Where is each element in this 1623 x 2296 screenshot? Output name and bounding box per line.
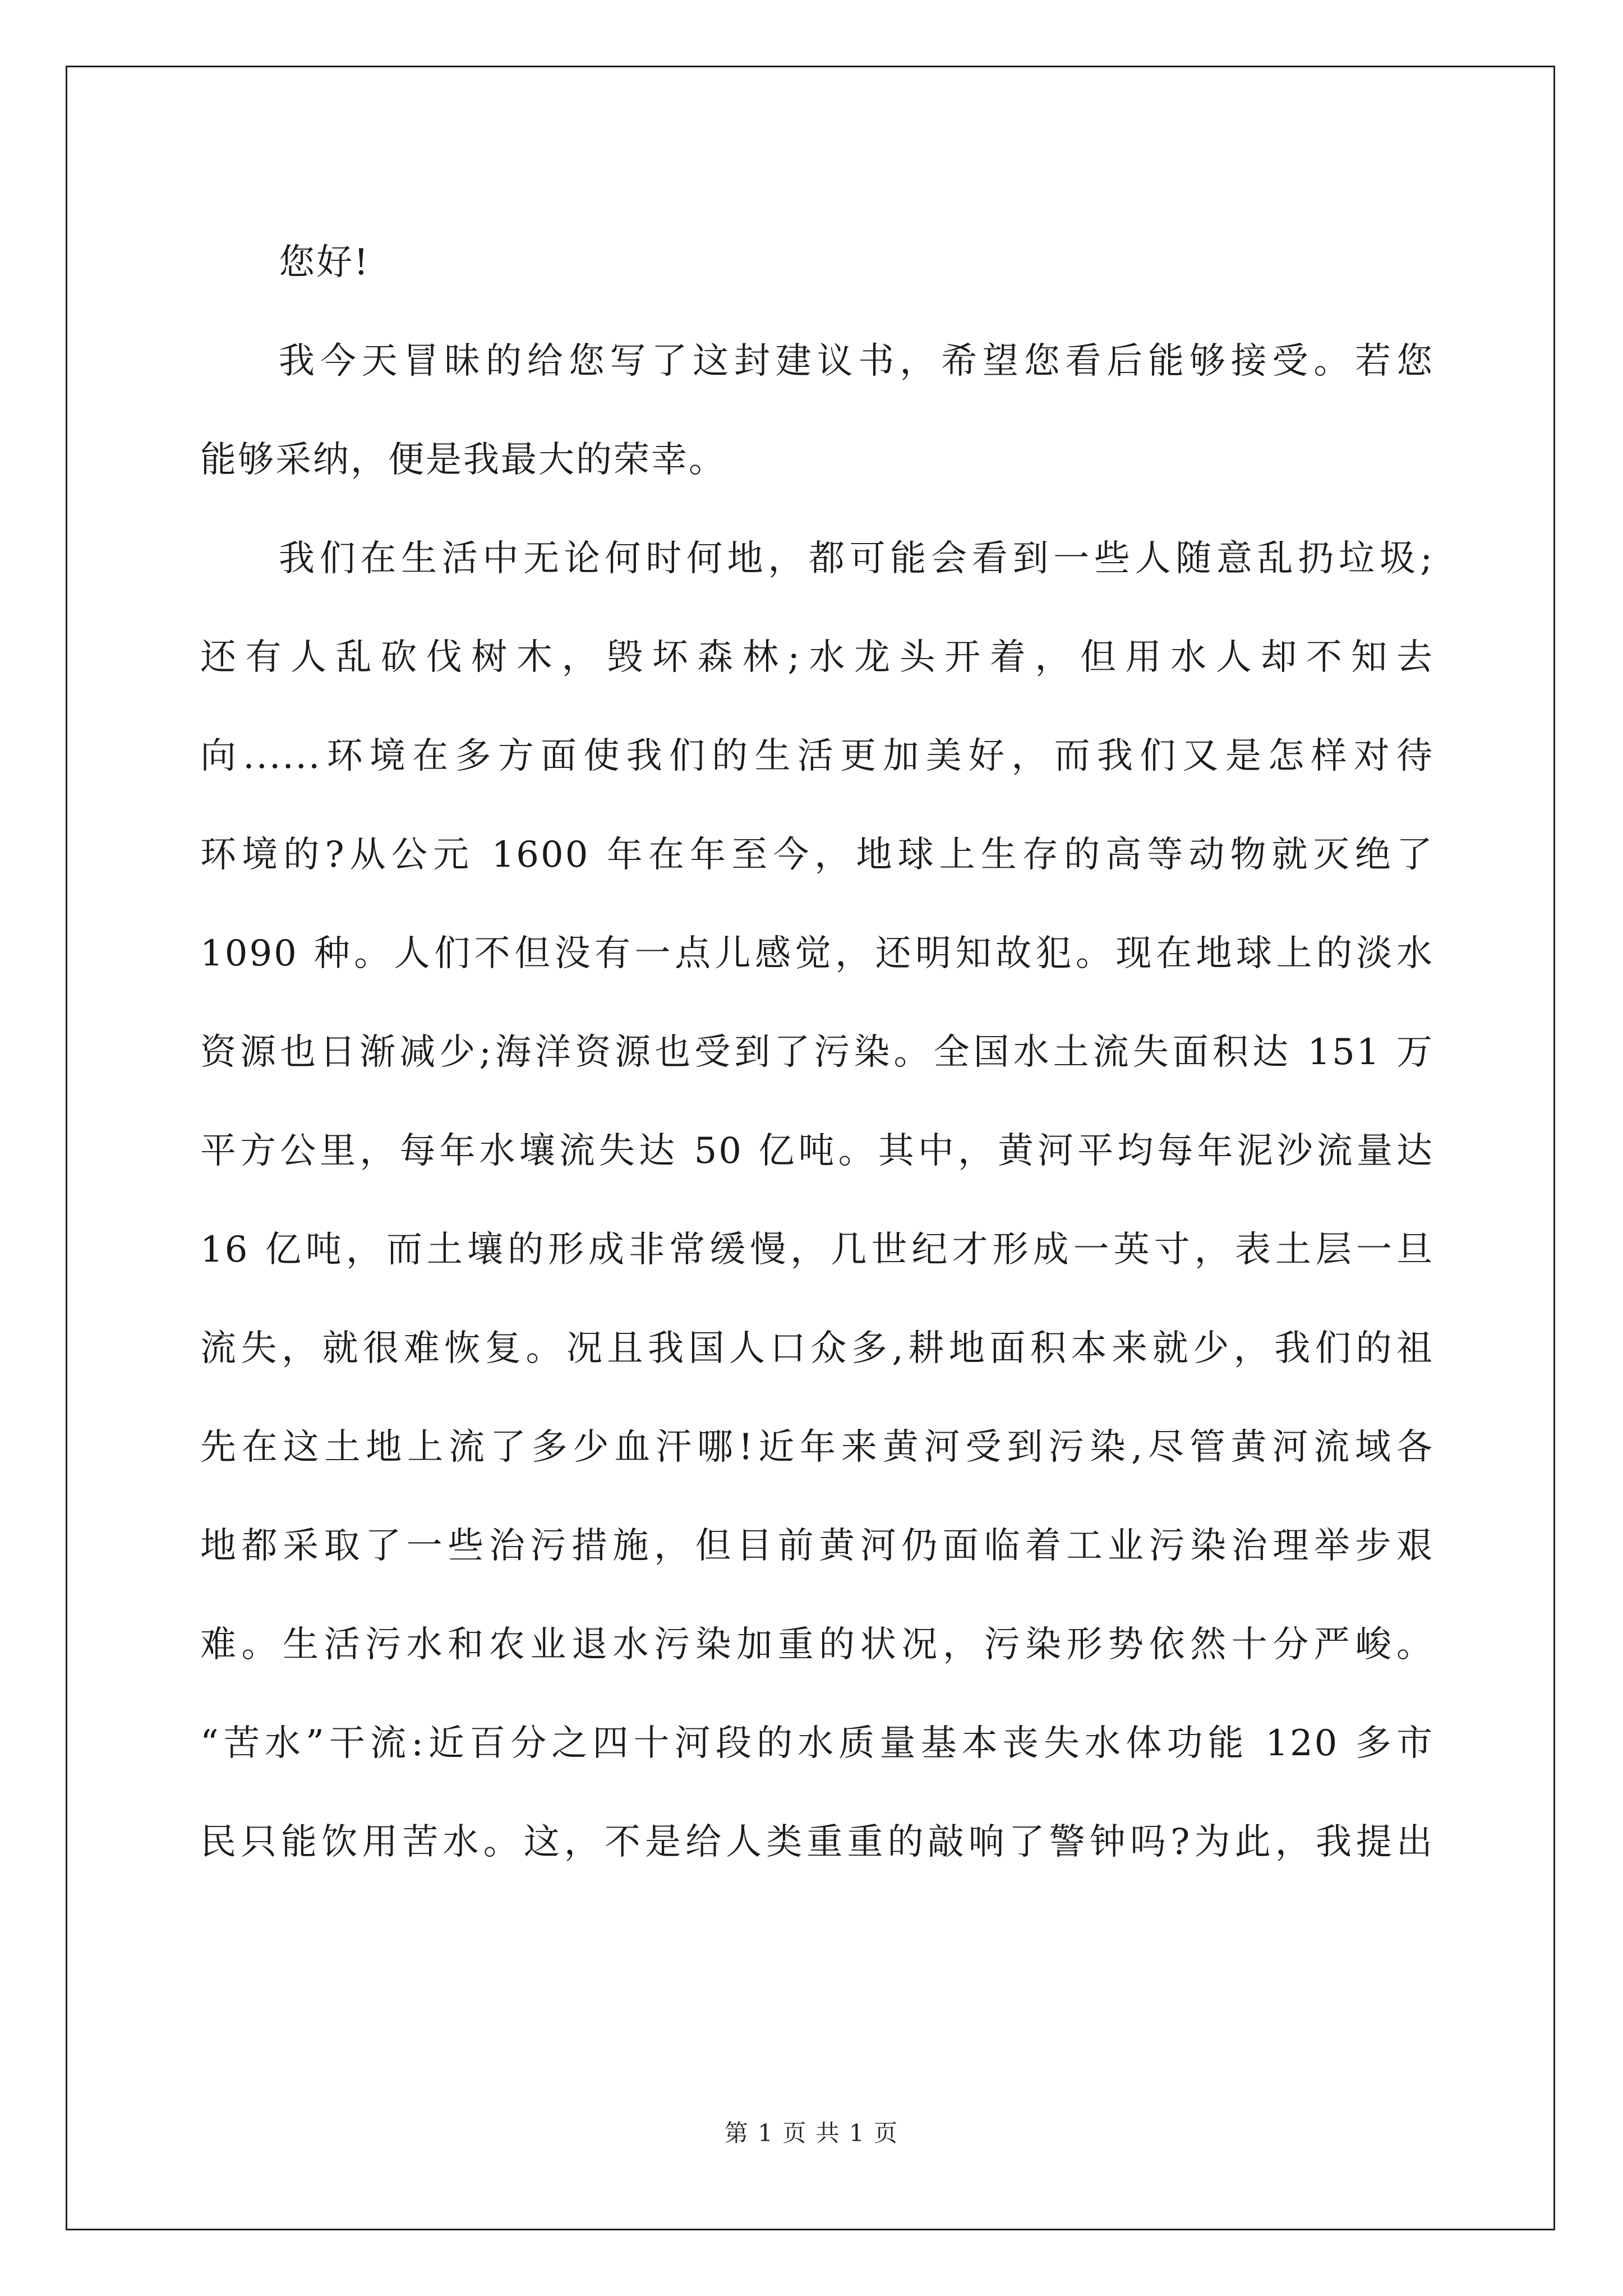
paragraph-lines [200, 312, 1434, 1892]
document-body [200, 213, 1434, 1892]
text-line: 民只能饮用苦水。这，不是给人类重重的敲响了警钟吗?为此，我提出 [200, 1821, 1434, 1863]
text-line: 16 亿吨，而土壤的形成非常缓慢，几世纪才形成一英寸，表土层一旦 [200, 1229, 1434, 1271]
text-line: 我们在生活中无论何时何地，都可能会看到一些人随意乱扔垃圾; [279, 538, 1434, 579]
text-line: 平方公里，每年水壤流失达 50 亿吨。其中，黄河平均每年泥沙流量达 [200, 1130, 1434, 1172]
text-line: 流失，就很难恢复。况且我国人口众多,耕地面积本来就少，我们的祖 [200, 1328, 1434, 1369]
text-line: 能够采纳，便是我最大的荣幸。 [200, 439, 726, 481]
text-line: “苦水”干流:近百分之四十河段的水质量基本丧失水体功能 120 多市 [200, 1723, 1434, 1764]
text-line: 向......环境在多方面使我们的生活更加美好，而我们又是怎样对待 [200, 735, 1434, 777]
text-line: 先在这土地上流了多少血汗哪!近年来黄河受到污染,尽管黄河流域各 [200, 1427, 1434, 1468]
text-line: 我今天冒昧的给您写了这封建议书，希望您看后能够接受。若您 [279, 341, 1434, 382]
page-footer: 第 1 页 共 1 页 [724, 2119, 899, 2147]
greeting: 您好! [279, 242, 370, 283]
text-line: 难。生活污水和农业退水污染加重的状况，污染形势依然十分严峻。 [200, 1624, 1434, 1665]
text-line: 还有人乱砍伐树木，毁坏森林;水龙头开着，但用水人却不知去 [200, 637, 1434, 678]
text-line: 1090 种。人们不但没有一点儿感觉，还明知故犯。现在地球上的淡水 [200, 933, 1434, 974]
text-line: 地都采取了一些治污措施，但目前黄河仍面临着工业污染治理举步艰 [200, 1525, 1434, 1567]
text-line: 资源也日渐减少;海洋资源也受到了污染。全国水土流失面积达 151 万 [200, 1032, 1434, 1073]
text-line: 环境的?从公元 1600 年在年至今，地球上生存的高等动物就灭绝了 [200, 834, 1434, 876]
